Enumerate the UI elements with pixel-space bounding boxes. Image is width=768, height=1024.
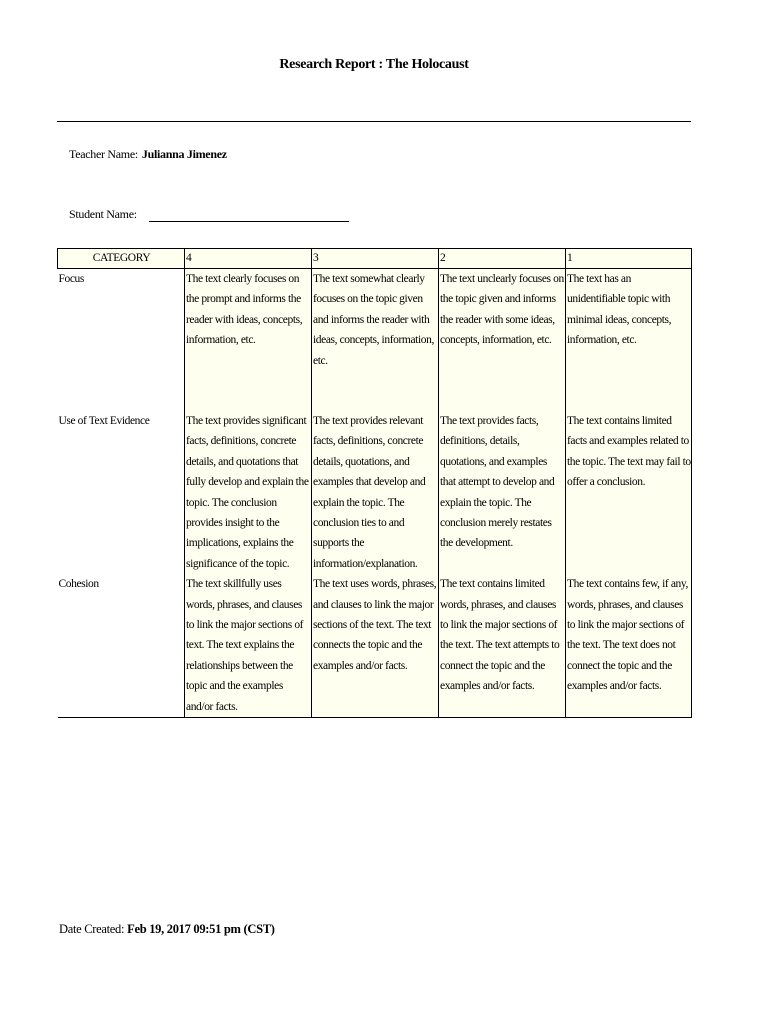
row-category-text-evidence: Use of Text Evidence	[58, 411, 185, 574]
table-cell: The text provides relevant facts, definitions, concrete details, quotations, and examples that develop and explain the topic. The conclusion ties to and supports the information/explanation.	[312, 411, 439, 574]
table-row	[58, 269, 692, 412]
student-name-label: Student Name:	[69, 207, 137, 221]
table-cell: The text has an unidentifiable topic with minimal ideas, concepts, information, etc.	[566, 269, 692, 412]
header-category: CATEGORY	[58, 249, 185, 269]
table-cell: The text uses words, phrases, and clauses to link the major sections of the text. The text connects the topic and the examples and/or facts.	[312, 574, 439, 717]
document-title: Research Report : The Holocaust	[279, 57, 469, 72]
student-name-field	[69, 207, 349, 222]
date-created	[59, 922, 275, 937]
teacher-name-label: Teacher Name:	[69, 147, 138, 161]
table-cell: The text provides significant facts, definitions, concrete details, and quotations that fully develop and explain the topic. The conclusion provides insight to the implications, explains the significance of the topic.	[185, 411, 312, 574]
header-score-1: 1	[566, 249, 692, 269]
rubric-table	[57, 248, 692, 718]
student-name-blank	[149, 209, 349, 222]
table-cell: The text unclearly focuses on the topic given and informs the reader with some ideas, concepts, information, etc.	[439, 269, 566, 412]
teacher-name-field	[69, 147, 227, 162]
table-cell: The text skillfully uses words, phrases, and clauses to link the major sections of text. The text explains the relationships between the topic and the examples and/or facts.	[185, 574, 312, 717]
title-divider	[57, 121, 691, 122]
table-cell: The text contains few, if any, words, phrases, and clauses to link the major sections of the text. The text does not connect the topic and the examples and/or facts.	[566, 574, 692, 717]
date-created-value: Feb 19, 2017 09:51 pm (CST)	[127, 922, 275, 936]
row-category-cohesion: Cohesion	[58, 574, 185, 717]
table-row	[58, 411, 692, 574]
table-row	[58, 574, 692, 717]
header-score-2: 2	[439, 249, 566, 269]
table-cell: The text contains limited words, phrases, and clauses to link the major sections of the text. The text attempts to connect the topic and the examples and/or facts.	[439, 574, 566, 717]
table-cell: The text clearly focuses on the prompt and informs the reader with ideas, concepts, information, etc.	[185, 269, 312, 412]
table-cell: The text contains limited facts and examples related to the topic. The text may fail to offer a conclusion.	[566, 411, 692, 574]
date-created-label: Date Created:	[59, 922, 125, 936]
table-cell: The text somewhat clearly focuses on the topic given and informs the reader with ideas, concepts, information, etc.	[312, 269, 439, 412]
rubric-header-row	[58, 249, 692, 269]
header-score-4: 4	[185, 249, 312, 269]
header-score-3: 3	[312, 249, 439, 269]
row-category-focus: Focus	[58, 269, 185, 412]
table-cell: The text provides facts, definitions, details, quotations, and examples that attempt to develop and explain the topic. The conclusion merely restates the development.	[439, 411, 566, 574]
teacher-name-value: Julianna Jimenez	[141, 147, 227, 161]
